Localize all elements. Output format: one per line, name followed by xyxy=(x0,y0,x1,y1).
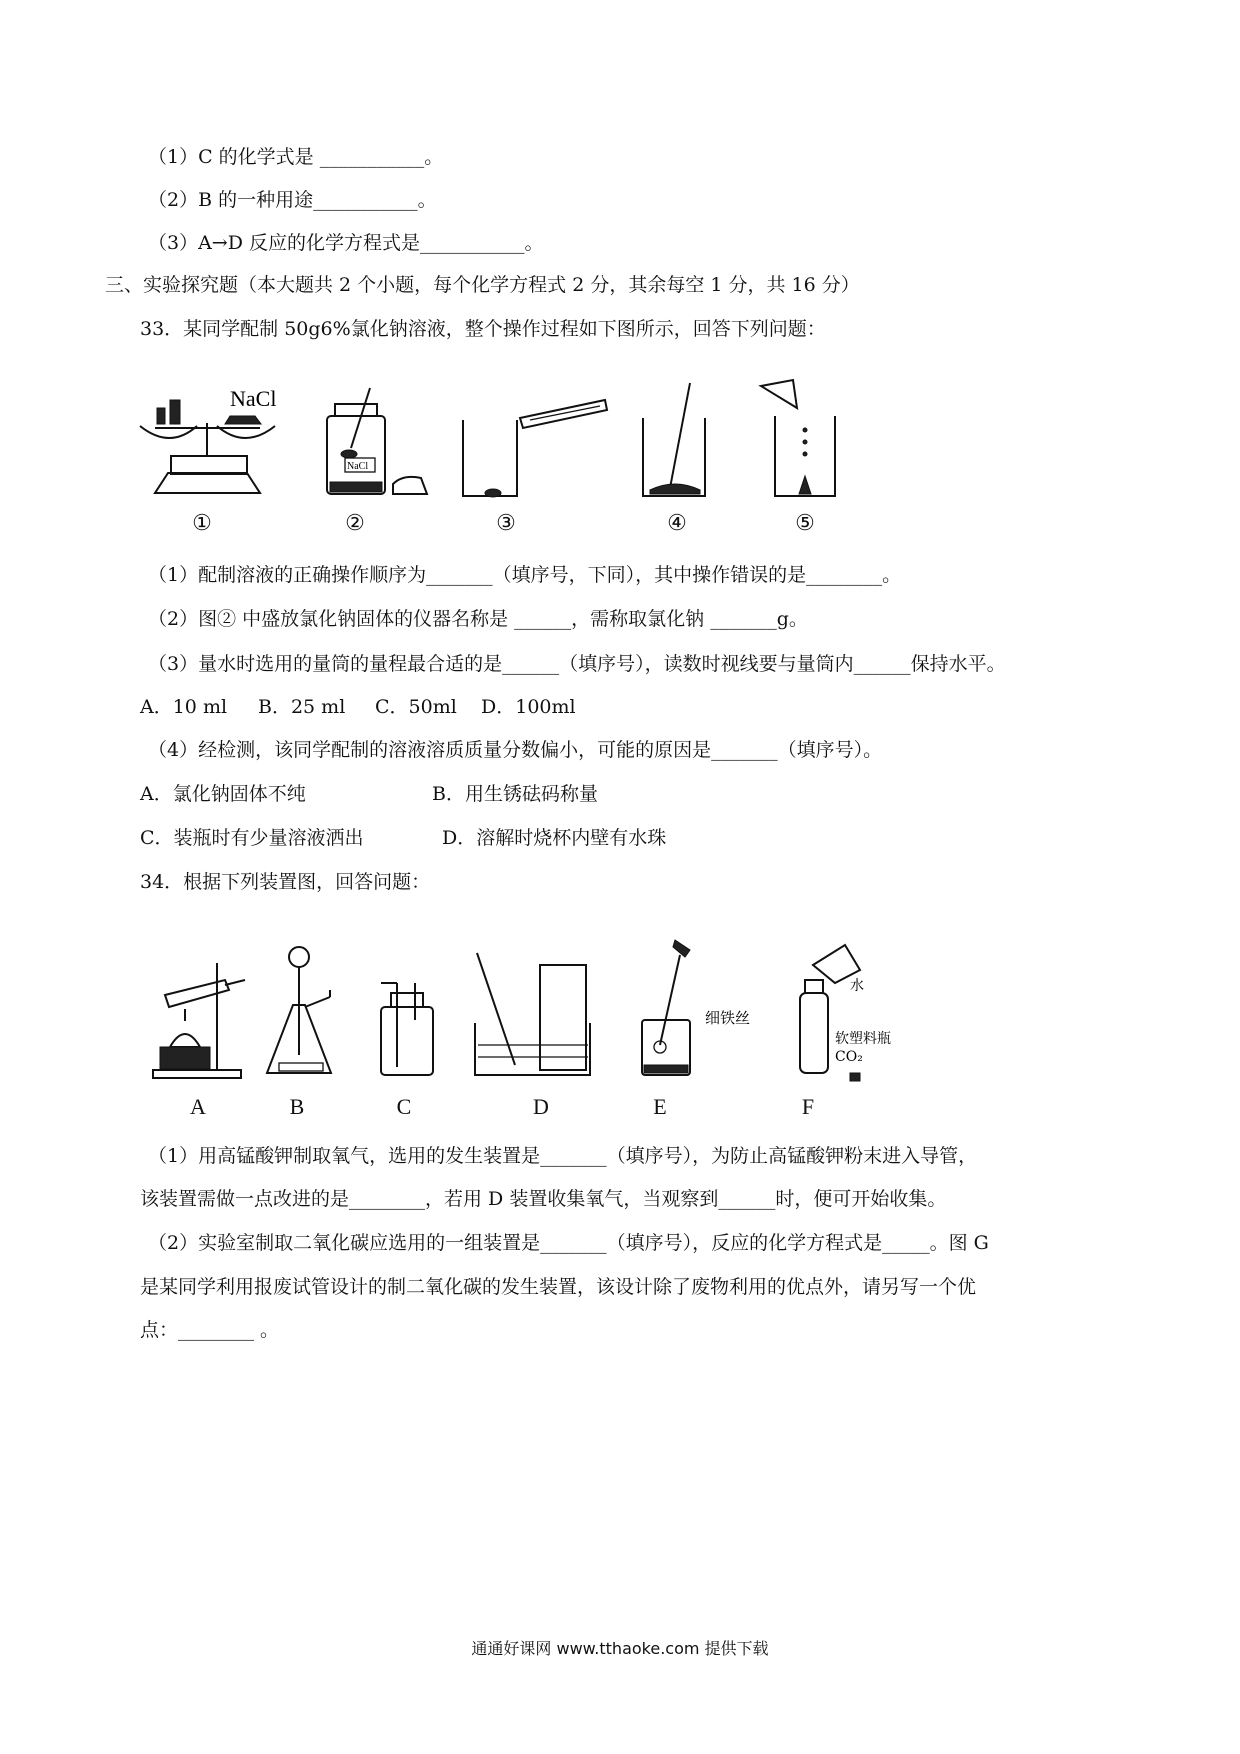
q33-caption-1: ① xyxy=(192,510,212,535)
section-3-heading: 三、实验探究题（本大题共 2 个小题，每个化学方程式 2 分，其余每空 1 分，共 16 分） xyxy=(105,274,860,296)
q33-part2: （2）图② 中盛放氯化钠固体的仪器名称是 ______，需称取氯化钠 _______g。 xyxy=(148,608,808,630)
q34-part2-line1: （2）实验室制取二氧化碳应选用的一组装置是_______（填序号），反应的化学方程式是_____。图 G xyxy=(148,1232,989,1254)
q34-caption-f: F xyxy=(801,1094,815,1119)
q33-stem: 33．某同学配制 50g6%氯化钠溶液，整个操作过程如下图所示，回答下列问题： xyxy=(140,318,826,340)
page-footer: 通通好课网 www.tthaoke.com 提供下载 xyxy=(471,1639,769,1658)
q33-part4-option-d: D．溶解时烧杯内壁有水珠 xyxy=(442,827,667,849)
q34-apparatus-drawing xyxy=(145,935,935,1085)
q33-caption-5: ⑤ xyxy=(795,510,815,535)
apparatus-e-icon xyxy=(642,940,750,1075)
q33-part4-option-a: A．氯化钠固体不纯 xyxy=(140,783,306,805)
q34-part2-line3: 点：________ 。 xyxy=(140,1319,280,1341)
q32-part1: （1）C 的化学式是 ___________。 xyxy=(148,146,444,168)
q34-caption-e: E xyxy=(653,1094,667,1119)
fig-f-gas: CO₂ xyxy=(835,1049,863,1065)
apparatus-c-icon xyxy=(381,983,433,1075)
q33-caption-3: ③ xyxy=(496,510,516,535)
beaker-pouring-icon xyxy=(463,400,607,497)
q32-part3: （3）A→D 反应的化学方程式是___________。 xyxy=(148,232,544,254)
q33-part4-option-c: C．装瓶时有少量溶液洒出 xyxy=(140,827,364,849)
q34-stem: 34．根据下列装置图，回答问题： xyxy=(140,871,431,893)
q33-part1: （1）配制溶液的正确操作顺序为_______（填序号，下同），其中操作错误的是________。 xyxy=(148,564,902,586)
q34-part2-line2: 是某同学利用报废试管设计的制二氧化碳的发生装置，该设计除了废物利用的优点外，请另写一个优 xyxy=(140,1276,977,1298)
q32-part2: （2）B 的一种用途___________。 xyxy=(148,189,437,211)
fig-jar-label: NaCl xyxy=(347,461,369,472)
q34-caption-a: A xyxy=(190,1094,206,1119)
q34-caption-c: C xyxy=(396,1094,412,1119)
apparatus-f-icon xyxy=(800,945,891,1081)
q34-caption-b: B xyxy=(289,1094,305,1119)
q33-caption-2: ② xyxy=(345,510,365,535)
apparatus-d-icon xyxy=(475,953,590,1075)
fig-nacl-label: NaCl xyxy=(230,386,277,411)
q34-caption-d: D xyxy=(533,1094,549,1119)
q33-part4: （4）经检测，该同学配制的溶液溶质质量分数偏小，可能的原因是_______（填序号）。 xyxy=(148,739,883,761)
q33-part3-option-a: A．10 ml xyxy=(140,696,228,718)
q33-part3-option-c: C．50ml xyxy=(375,696,457,718)
apparatus-b-icon xyxy=(267,947,331,1073)
q33-caption-4: ④ xyxy=(667,510,687,535)
beaker-stirring-icon xyxy=(643,383,705,496)
q34-part1-line2: 该装置需做一点改进的是________，若用 D 装置收集氧气，当观察到______时，便可开始收集。 xyxy=(140,1188,947,1210)
q34-part1-line1: （1）用高锰酸钾制取氧气，选用的发生装置是_______（填序号），为防止高锰酸钾粉末进入导管， xyxy=(148,1145,978,1167)
q33-figure xyxy=(135,378,855,506)
reagent-jar-icon xyxy=(327,388,427,494)
fig-f-water: 水 xyxy=(850,978,864,994)
q33-part4-option-b: B．用生锈砝码称量 xyxy=(432,783,598,805)
q33-part3-option-d: D．100ml xyxy=(481,696,576,718)
balance-icon xyxy=(140,386,276,493)
fig-f-bottle: 软塑料瓶 xyxy=(835,1031,891,1047)
q33-part3-option-b: B．25 ml xyxy=(258,696,346,718)
beaker-paper-icon xyxy=(761,380,835,496)
q33-apparatus-drawing xyxy=(135,378,855,506)
fig-e-label: 细铁丝 xyxy=(705,1009,751,1027)
q33-part3: （3）量水时选用的量筒的量程最合适的是______（填序号），读数时视线要与量筒内______保持水平。 xyxy=(148,653,1006,675)
q34-figure xyxy=(145,935,935,1085)
apparatus-a-icon xyxy=(153,963,245,1078)
